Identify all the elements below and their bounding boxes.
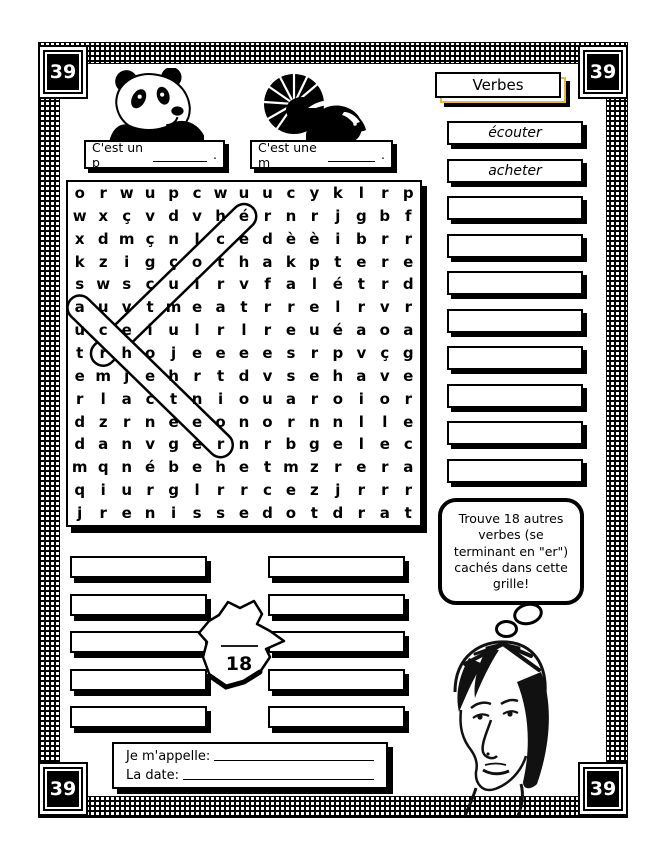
grid-letter[interactable]: o (215, 412, 226, 431)
grid-letter[interactable]: u (74, 321, 86, 340)
name-label: Je m'appelle: (126, 749, 211, 764)
grid-letter[interactable]: r (310, 343, 319, 362)
grid-letter[interactable]: v (379, 366, 390, 385)
grid-letter[interactable]: s (122, 275, 132, 294)
grid-letter[interactable]: ç (380, 343, 390, 362)
grid-letter[interactable]: d (168, 206, 179, 225)
answer-column-right (268, 556, 405, 728)
grid-letter[interactable]: l (100, 389, 106, 408)
grid-letter[interactable]: ç (169, 252, 179, 271)
grid-letter[interactable]: n (144, 412, 156, 431)
page-number-badge (578, 762, 628, 816)
grid-letter[interactable]: o (262, 412, 273, 431)
grid-letter[interactable]: k (285, 252, 296, 271)
thought-bubble (438, 498, 584, 605)
grid-letter[interactable]: c (286, 183, 296, 202)
page-number: 39 (43, 767, 83, 811)
panda-caption-text: C'est un p (92, 139, 144, 170)
grid-letter[interactable]: k (74, 252, 85, 271)
grid-letter[interactable]: è (309, 229, 320, 248)
word-bank-empty-slot[interactable] (447, 421, 583, 445)
grid-letter[interactable]: r (76, 389, 84, 408)
grid-letter[interactable]: k (332, 183, 343, 202)
grid-letter[interactable]: r (216, 321, 225, 340)
grid-letter[interactable]: e (285, 321, 297, 340)
grid-letter[interactable]: w (96, 275, 111, 294)
grid-letter[interactable]: u (97, 298, 109, 317)
grid-letter[interactable]: r (357, 298, 366, 317)
skunk-caption-text: C'est une m (258, 139, 317, 170)
thought-bubble-dot (495, 620, 518, 638)
grid-letter[interactable]: o (144, 343, 156, 362)
grid-letter[interactable]: o (238, 389, 250, 408)
grid-letter[interactable]: o (74, 183, 85, 202)
grid-letter[interactable]: v (356, 343, 367, 362)
grid-letter[interactable]: t (76, 343, 84, 362)
grid-letter[interactable]: j (335, 206, 341, 225)
answer-slot[interactable] (268, 556, 405, 578)
grid-letter[interactable]: l (241, 321, 247, 340)
grid-letter[interactable]: e (403, 252, 414, 271)
grid-letter[interactable]: u (121, 481, 132, 500)
grid-letter[interactable]: o (379, 321, 390, 340)
word-bank-empty-slot[interactable] (447, 384, 583, 408)
grid-letter[interactable]: c (263, 481, 272, 500)
grid-letter[interactable]: l (382, 412, 388, 431)
page-title: Verbes (435, 72, 561, 98)
grid-letter[interactable]: b (285, 435, 297, 454)
grid-letter[interactable]: r (381, 458, 389, 477)
grid-letter[interactable]: r (381, 481, 389, 500)
grid-letter[interactable]: h (215, 458, 226, 477)
grid-letter[interactable]: r (216, 275, 225, 294)
grid-letter[interactable]: n (309, 412, 320, 431)
grid-letter[interactable]: t (404, 504, 412, 523)
grid-letter[interactable]: a (215, 298, 226, 317)
grid-letter[interactable]: e (238, 504, 250, 523)
grid-letter[interactable]: l (194, 481, 200, 500)
grid-letter[interactable]: a (379, 504, 390, 523)
grid-letter[interactable]: e (191, 458, 203, 477)
date-label: La date: (126, 768, 180, 783)
word-bank-empty-slot[interactable] (447, 196, 583, 220)
score-total: 18 (225, 653, 253, 675)
grid-letter[interactable]: r (216, 435, 225, 454)
page-number-badge (578, 45, 628, 99)
grid-letter[interactable]: j (124, 366, 130, 385)
name-date-box (112, 742, 388, 789)
grid-letter[interactable]: a (74, 298, 85, 317)
grid-letter[interactable]: r (404, 389, 412, 408)
grid-letter[interactable]: e (191, 298, 203, 317)
grid-letter[interactable]: r (263, 206, 272, 225)
grid-letter[interactable]: g (309, 435, 320, 454)
grid-letter[interactable]: a (98, 435, 109, 454)
grid-letter[interactable]: r (404, 229, 412, 248)
page-number: 39 (583, 50, 623, 94)
grid-letter[interactable]: ç (122, 206, 132, 225)
grid-letter[interactable]: i (194, 275, 200, 294)
grid-letter[interactable]: p (168, 183, 179, 202)
grid-letter[interactable]: e (191, 343, 203, 362)
grid-letter[interactable]: n (144, 504, 156, 523)
grid-letter[interactable]: e (403, 412, 414, 431)
grid-letter[interactable]: a (285, 275, 296, 294)
grid-letter[interactable]: a (262, 252, 273, 271)
grid-letter[interactable]: r (381, 183, 389, 202)
grid-letter[interactable]: j (77, 504, 83, 523)
page-number-badge (38, 762, 88, 816)
grid-letter[interactable]: e (403, 366, 414, 385)
grid-letter[interactable]: r (381, 275, 389, 294)
grid-letter[interactable]: i (335, 229, 341, 248)
grid-letter[interactable]: j (171, 343, 177, 362)
grid-letter[interactable]: h (238, 252, 250, 271)
grid-letter[interactable]: r (310, 206, 319, 225)
grid-letter[interactable]: e (168, 412, 179, 431)
page-number: 39 (43, 50, 83, 94)
grid-letter[interactable]: l (194, 321, 200, 340)
grid-letter[interactable]: w (119, 183, 134, 202)
grid-letter[interactable]: é (145, 458, 156, 477)
grid-letter[interactable]: g (144, 252, 156, 271)
grid-letter[interactable]: s (75, 275, 85, 294)
grid-letter[interactable]: c (192, 183, 202, 202)
grid-letter[interactable]: l (311, 275, 317, 294)
grid-letter[interactable]: e (121, 321, 132, 340)
grid-letter[interactable]: v (239, 275, 249, 294)
grid-letter[interactable]: d (74, 435, 86, 454)
panda-caption-blank[interactable] (153, 148, 207, 162)
grid-letter[interactable]: r (193, 366, 201, 385)
grid-letter[interactable]: c (98, 321, 108, 340)
grid-letter[interactable]: q (97, 458, 109, 477)
grid-letter[interactable]: o (379, 389, 390, 408)
grid-letter[interactable]: r (334, 458, 342, 477)
thinking-woman-image (425, 632, 585, 817)
grid-letter[interactable]: a (356, 366, 367, 385)
grid-letter[interactable]: g (402, 343, 414, 362)
grid-letter[interactable]: z (310, 458, 319, 477)
grid-letter[interactable]: i (171, 504, 177, 523)
grid-letter[interactable]: n (238, 435, 250, 454)
grid-letter[interactable]: e (379, 435, 390, 454)
grid-letter[interactable]: b (355, 229, 367, 248)
grid-letter[interactable]: e (215, 343, 226, 362)
grid-letter[interactable]: f (405, 206, 412, 225)
grid-letter[interactable]: r (287, 298, 295, 317)
word-bank-entry[interactable]: acheter (447, 159, 583, 183)
grid-letter[interactable]: n (121, 458, 132, 477)
grid-letter[interactable]: t (216, 252, 225, 271)
grid-letter[interactable]: m (95, 366, 111, 385)
word-search-grid[interactable] (68, 182, 420, 525)
grid-letter[interactable]: r (99, 504, 107, 523)
grid-letter[interactable]: n (332, 412, 344, 431)
page-number: 39 (583, 767, 623, 811)
grid-letter[interactable]: n (238, 412, 250, 431)
grid-letter[interactable]: e (356, 458, 367, 477)
grid-letter[interactable]: a (121, 389, 132, 408)
answer-column-left (70, 556, 207, 728)
grid-letter[interactable]: r (287, 412, 295, 431)
grid-letter[interactable]: c (403, 435, 413, 454)
grid-letter[interactable]: w (72, 206, 87, 225)
grid-letter[interactable]: f (264, 275, 271, 294)
grid-letter[interactable]: c (145, 275, 155, 294)
grid-letter[interactable]: l (358, 183, 364, 202)
grid-letter[interactable]: i (217, 389, 224, 408)
grid-letter[interactable]: a (403, 321, 414, 340)
grid-letter[interactable]: t (240, 298, 248, 317)
grid-letter[interactable]: s (216, 504, 225, 523)
grid-letter[interactable]: t (170, 389, 178, 408)
grid-letter[interactable]: r (122, 412, 131, 431)
grid-letter[interactable]: e (262, 343, 273, 362)
grid-letter[interactable]: v (262, 366, 273, 385)
grid-letter[interactable]: y (309, 183, 320, 202)
grid-letter[interactable]: c (216, 229, 225, 248)
grid-letter[interactable]: l (358, 435, 364, 454)
grid-letter[interactable]: h (332, 366, 344, 385)
panda-caption-period: . (213, 147, 217, 162)
grid-letter[interactable]: a (356, 321, 367, 340)
date-input-line[interactable] (183, 769, 374, 780)
answer-slot[interactable] (268, 706, 405, 728)
grid-letter[interactable]: d (402, 275, 414, 294)
answer-slot[interactable] (268, 594, 405, 616)
grid-letter[interactable]: s (192, 504, 202, 523)
grid-letter[interactable]: m (71, 458, 88, 477)
grid-letter[interactable]: r (146, 481, 154, 500)
panda-caption-box (84, 140, 225, 169)
grid-letter[interactable]: e (121, 504, 132, 523)
grid-letter[interactable]: e (309, 366, 320, 385)
grid-letter[interactable]: e (332, 435, 343, 454)
grid-letter[interactable]: h (121, 343, 132, 362)
grid-letter[interactable]: l (335, 298, 341, 317)
page-number-badge (38, 45, 88, 99)
grid-letter[interactable]: u (262, 183, 273, 202)
grid-letter[interactable]: r (357, 504, 366, 523)
grid-letter[interactable]: s (286, 366, 296, 385)
grid-letter[interactable]: o (191, 252, 203, 271)
grid-letter[interactable]: m (283, 458, 299, 477)
grid-letter[interactable]: l (194, 229, 200, 248)
grid-letter[interactable]: r (99, 343, 107, 362)
grid-letter[interactable]: u (168, 321, 179, 340)
grid-letter[interactable]: u (168, 275, 179, 294)
grid-letter[interactable]: ç (145, 229, 155, 248)
grid-letter[interactable]: g (355, 206, 367, 225)
grid-letter[interactable]: d (332, 504, 344, 523)
grid-letter[interactable]: d (238, 366, 250, 385)
grid-letter[interactable]: v (121, 298, 132, 317)
grid-letter[interactable]: u (144, 183, 156, 202)
grid-letter[interactable]: o (285, 504, 297, 523)
grid-letter[interactable]: é (332, 275, 343, 294)
word-search-box (66, 180, 422, 527)
grid-letter[interactable]: é (238, 206, 250, 225)
grid-letter[interactable]: e (238, 458, 250, 477)
word-bank-empty-slot[interactable] (447, 234, 583, 258)
grid-letter[interactable]: p (402, 183, 414, 202)
answer-slot[interactable] (70, 594, 207, 616)
grid-letter[interactable]: a (285, 389, 296, 408)
grid-letter[interactable]: o (332, 389, 344, 408)
grid-letter[interactable]: n (121, 435, 132, 454)
answer-slot[interactable] (70, 556, 207, 578)
grid-letter[interactable]: d (97, 229, 109, 248)
word-bank-empty-slot[interactable] (447, 459, 583, 483)
grid-letter[interactable]: e (238, 229, 250, 248)
grid-letter[interactable]: v (192, 206, 202, 225)
answer-slot[interactable] (268, 631, 405, 653)
skunk-caption-period: . (381, 147, 385, 162)
grid-letter[interactable]: x (98, 206, 109, 225)
grid-letter[interactable]: n (168, 229, 179, 248)
grid-letter[interactable]: u (238, 183, 250, 202)
skunk-caption-box (250, 140, 393, 169)
grid-letter[interactable]: r (99, 183, 107, 202)
grid-letter[interactable]: i (100, 481, 106, 500)
grid-letter[interactable]: t (310, 504, 318, 523)
grid-letter[interactable]: x (74, 229, 85, 248)
grid-letter[interactable]: v (379, 298, 390, 317)
grid-letter[interactable]: t (216, 366, 225, 385)
grid-letter[interactable]: p (309, 252, 320, 271)
grid-letter[interactable]: w (213, 183, 228, 202)
answer-slot[interactable] (70, 669, 207, 691)
grid-letter[interactable]: e (309, 298, 320, 317)
grid-letter[interactable]: m (118, 229, 135, 248)
grid-letter[interactable]: b (168, 458, 179, 477)
grid-letter[interactable]: r (310, 389, 319, 408)
grid-letter[interactable]: i (358, 389, 364, 408)
grid-letter[interactable]: z (98, 252, 108, 271)
grid-letter[interactable]: c (145, 389, 155, 408)
answer-slot[interactable] (70, 631, 207, 653)
grid-letter[interactable]: v (145, 206, 156, 225)
grid-letter[interactable]: n (191, 389, 203, 408)
grid-letter[interactable]: r (263, 298, 272, 317)
grid-letter[interactable]: é (332, 321, 343, 340)
grid-letter[interactable]: q (74, 481, 86, 500)
thought-bubble-text: Trouve 18 autres verbes (se terminant en "er") cachés dans cette grille! (453, 511, 569, 591)
grid-letter[interactable]: d (74, 412, 86, 431)
name-input-line[interactable] (214, 750, 374, 761)
grid-letter[interactable]: g (168, 435, 179, 454)
answer-slot[interactable] (268, 669, 405, 691)
grid-letter[interactable]: r (263, 321, 272, 340)
grid-letter[interactable]: u (262, 389, 273, 408)
grid-letter[interactable]: e (356, 252, 367, 271)
grid-letter[interactable]: t (146, 298, 154, 317)
grid-letter[interactable]: l (358, 412, 364, 431)
grid-letter[interactable]: e (191, 435, 203, 454)
grid-letter[interactable]: s (286, 343, 296, 362)
grid-letter[interactable]: r (357, 481, 366, 500)
score-blob (196, 596, 286, 694)
grid-letter[interactable]: r (381, 252, 389, 271)
grid-letter[interactable]: r (404, 298, 412, 317)
grid-letter[interactable]: r (263, 435, 272, 454)
grid-letter[interactable]: d (262, 229, 273, 248)
grid-letter[interactable]: e (238, 343, 250, 362)
grid-letter[interactable]: h (168, 366, 179, 385)
grid-letter[interactable]: v (145, 435, 156, 454)
grid-letter[interactable]: t (357, 275, 365, 294)
answer-slot[interactable] (70, 706, 207, 728)
grid-letter[interactable]: h (215, 206, 226, 225)
grid-letter[interactable]: r (404, 481, 412, 500)
grid-letter[interactable]: a (403, 458, 414, 477)
grid-letter[interactable]: e (145, 366, 156, 385)
grid-letter[interactable]: z (310, 481, 319, 500)
grid-letter[interactable]: t (334, 252, 342, 271)
grid-letter[interactable]: n (285, 206, 297, 225)
grid-letter[interactable]: d (262, 504, 273, 523)
grid-letter[interactable]: z (98, 412, 108, 431)
grid-letter[interactable]: u (309, 321, 320, 340)
grid-letter[interactable]: r (381, 229, 389, 248)
grid-letter[interactable]: i (124, 252, 130, 271)
skunk-caption-blank[interactable] (328, 148, 375, 162)
grid-letter[interactable]: è (285, 229, 297, 248)
grid-letter[interactable]: j (335, 481, 341, 500)
grid-letter[interactable]: p (332, 343, 344, 362)
grid-letter[interactable]: e (74, 366, 85, 385)
word-bank-entry[interactable]: écouter (447, 121, 583, 145)
word-bank-empty-slot[interactable] (447, 309, 583, 333)
grid-letter[interactable]: i (147, 321, 153, 340)
word-bank-empty-slot[interactable] (447, 271, 583, 295)
grid-letter[interactable]: r (216, 481, 225, 500)
grid-letter[interactable]: r (240, 481, 248, 500)
grid-letter[interactable]: m (165, 298, 182, 317)
title-box (435, 72, 561, 98)
word-bank-empty-slot[interactable] (447, 346, 583, 370)
grid-letter[interactable]: t (263, 458, 272, 477)
word-bank-column (447, 121, 583, 483)
grid-letter[interactable]: g (168, 481, 179, 500)
grid-letter[interactable]: b (379, 206, 391, 225)
grid-letter[interactable]: e (191, 412, 203, 431)
grid-letter[interactable]: e (285, 481, 297, 500)
